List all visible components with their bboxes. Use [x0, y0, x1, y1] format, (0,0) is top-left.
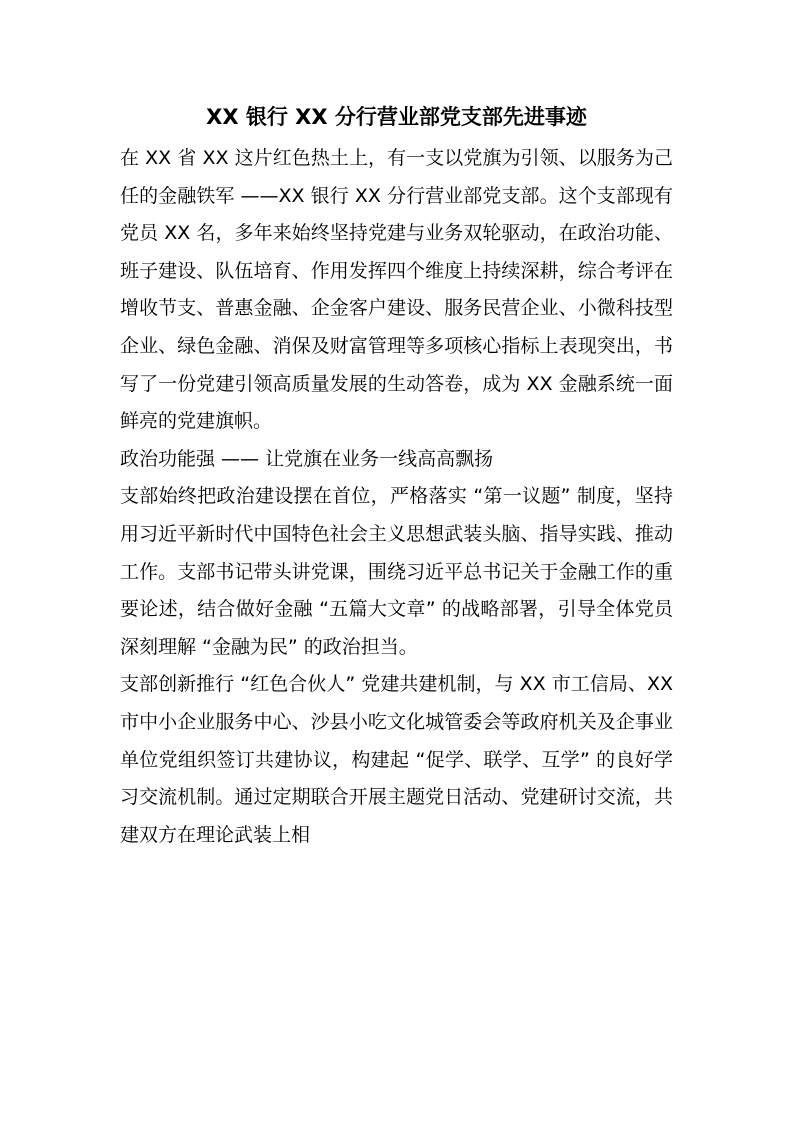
document-body: [120, 140, 673, 854]
political-construction-paragraph: 支部始终把政治建设摆在首位，严格落实 “第一议题” 制度，坚持用习近平新时代中国特色社会主义思想武装头脑、指导实践、推动工作。支部书记带头讲党课，围绕习近平总书记关于金融工作的重要论述，结合做好金融 “五篇大文章” 的战略部署，引导全体党员深刻理解 “金融为民” 的政治担当。: [120, 485, 673, 658]
red-partner-paragraph: 支部创新推行 “红色合伙人” 党建共建机制，与 XX 市工信局、XX 市中小企业服务中心、沙县小吃文化城管委会等政府机关及企事业单位党组织签订共建协议，构建起 “促学、联学、互学” 的良好学习交流机制。通过定期联合开展主题党日活动、党建研讨交流，共建双方在理论武装上相: [120, 673, 673, 846]
document-title: XX 银行 XX 分行营业部党支部先进事迹: [206, 105, 587, 129]
intro-paragraph: 在 XX 省 XX 这片红色热土上，有一支以党旗为引领、以服务为己任的金融铁军 ——XX 银行 XX 分行营业部党支部。这个支部现有党员 XX 名，多年来始终坚持党建与业务双轮驱动，在政治功能、班子建设、队伍培育、作用发挥四个维度上持续深耕，综合考评在增收节支、普惠金融、企金客户建设、服务民营企业、小微科技型企业、绿色金融、消保及财富管理等多项核心指标上表现突出，书写了一份党建引领高质量发展的生动答卷，成为 XX 金融系统一面鲜亮的党建旗帜。: [120, 147, 673, 433]
section-heading-political-function: 政治功能强 —— 让党旗在业务一线高高飘扬: [120, 447, 494, 470]
